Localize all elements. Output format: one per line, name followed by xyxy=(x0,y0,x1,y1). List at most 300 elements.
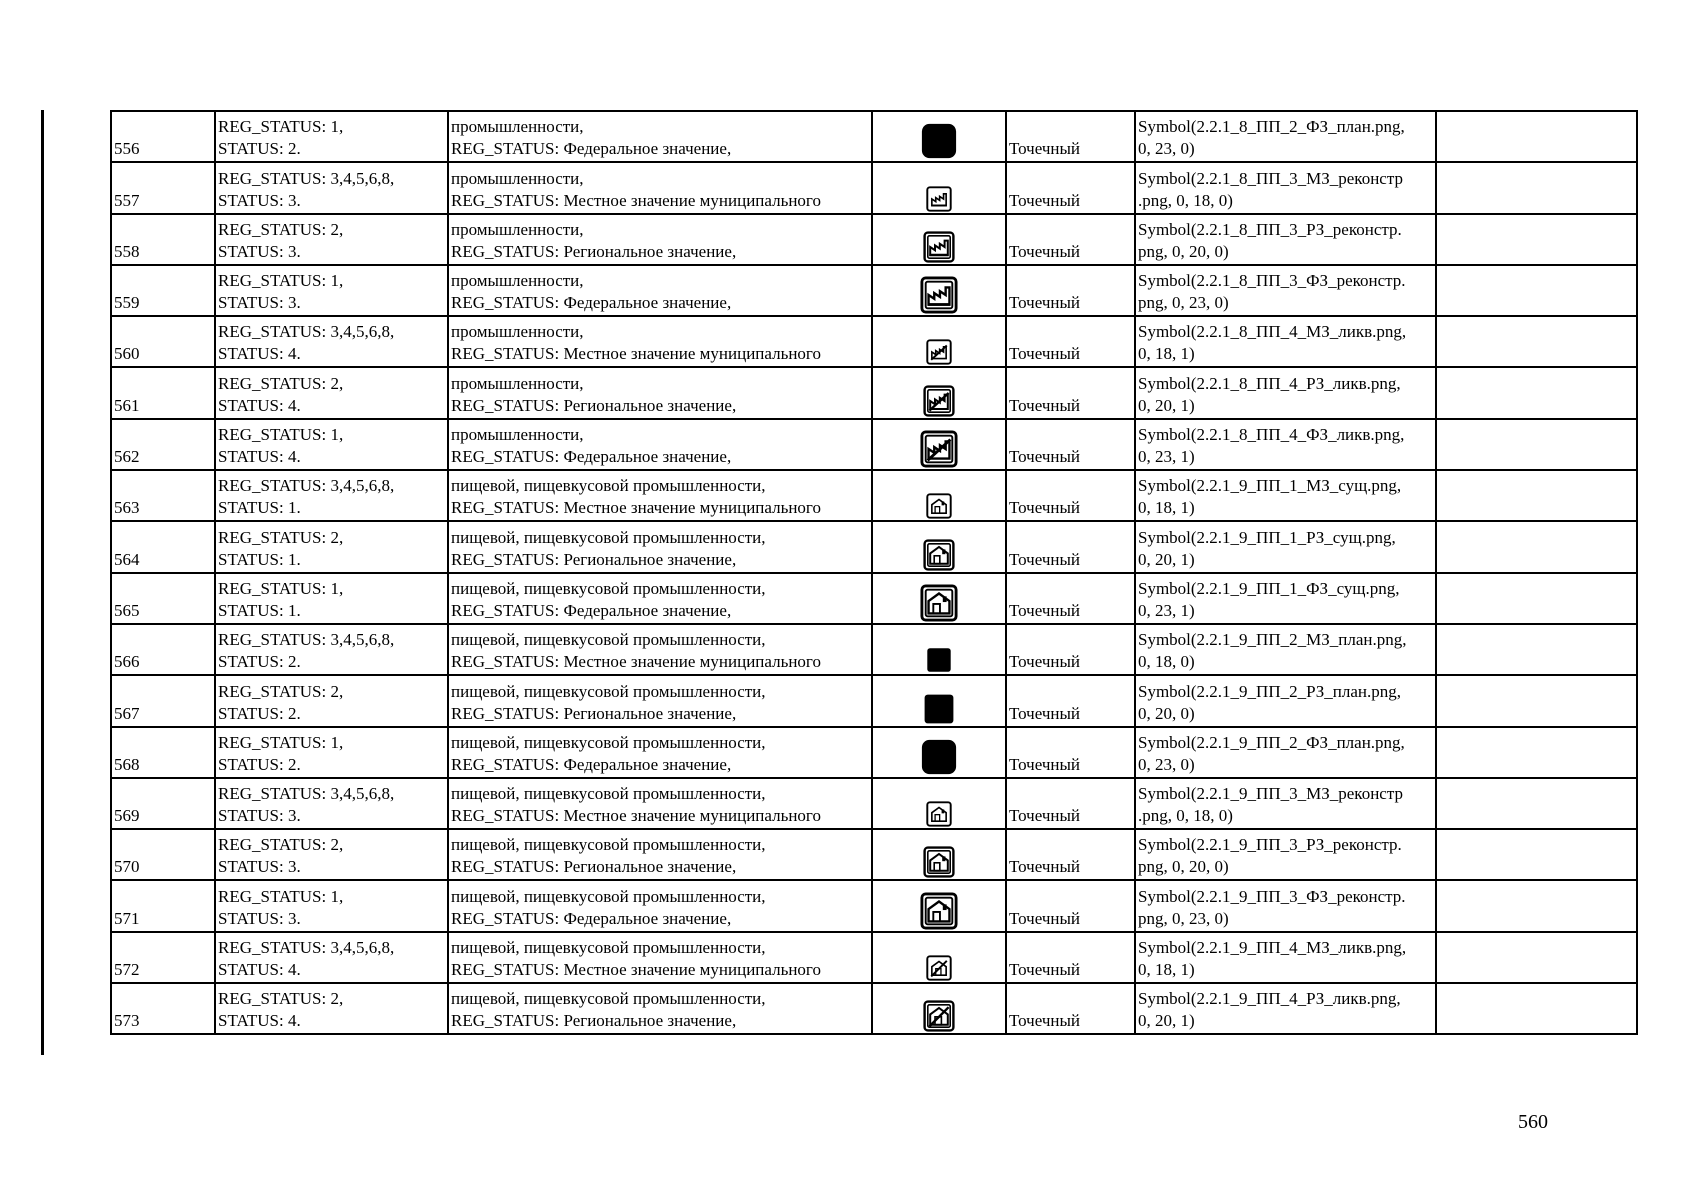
status-line: STATUS: 3. xyxy=(218,806,301,826)
row-number: 565 xyxy=(114,600,140,620)
symbol-cell xyxy=(872,932,1006,983)
description-line: REG_STATUS: Региональное значение, xyxy=(451,395,737,415)
geometry-type: Точечный xyxy=(1009,139,1081,159)
symbol-cell xyxy=(872,111,1006,162)
geometry-type-cell xyxy=(1006,573,1135,624)
page-number: 560 xyxy=(1518,1111,1548,1133)
description-line: промышленности, xyxy=(451,117,584,137)
symbol-expression-line: 0, 18, 1) xyxy=(1138,498,1195,518)
food-plant-liquidation-icon-icon xyxy=(923,1000,955,1032)
description-line: REG_STATUS: Местное значение муниципального xyxy=(451,344,821,364)
food-plant-icon-icon xyxy=(920,584,958,622)
symbol-cell xyxy=(872,162,1006,213)
row-number-cell xyxy=(111,111,215,162)
description-line: REG_STATUS: Федеральное значение, xyxy=(451,139,732,159)
status-line: REG_STATUS: 1, xyxy=(218,732,344,752)
geometry-type-cell xyxy=(1006,983,1135,1034)
description-cell xyxy=(448,727,872,778)
description-line: REG_STATUS: Местное значение муниципального xyxy=(451,498,821,518)
status-cell xyxy=(215,214,448,265)
symbol-expression-line: Symbol(2.2.1_8_ПП_4_ФЗ_ликв.png, xyxy=(1138,425,1405,445)
description-cell xyxy=(448,880,872,931)
geometry-type-cell xyxy=(1006,932,1135,983)
row-number: 566 xyxy=(114,652,140,672)
empty-cell xyxy=(1436,316,1637,367)
row-number: 560 xyxy=(114,344,140,364)
status-line: REG_STATUS: 1, xyxy=(218,578,344,598)
symbol-expression-line: .png, 0, 18, 0) xyxy=(1138,806,1233,826)
description-cell xyxy=(448,367,872,418)
filled-square-icon xyxy=(926,647,952,673)
table-row xyxy=(111,367,1637,418)
empty-cell xyxy=(1436,727,1637,778)
symbol-expression-cell xyxy=(1135,675,1436,726)
table-row xyxy=(111,624,1637,675)
description-cell xyxy=(448,675,872,726)
description-line: пищевой, пищевкусовой промышленности, xyxy=(451,989,766,1009)
status-line: REG_STATUS: 2, xyxy=(218,527,344,547)
empty-cell xyxy=(1436,624,1637,675)
status-line: REG_STATUS: 2, xyxy=(218,219,344,239)
symbol-cell xyxy=(872,880,1006,931)
status-cell xyxy=(215,727,448,778)
description-cell xyxy=(448,829,872,880)
row-number-cell xyxy=(111,573,215,624)
status-cell xyxy=(215,675,448,726)
status-cell xyxy=(215,367,448,418)
status-line: REG_STATUS: 1, xyxy=(218,117,344,137)
geometry-type: Точечный xyxy=(1009,395,1081,415)
food-plant-icon-icon xyxy=(923,539,955,571)
row-number-cell xyxy=(111,265,215,316)
geometry-type-cell xyxy=(1006,470,1135,521)
symbol-expression-line: 0, 23, 1) xyxy=(1138,600,1195,620)
description-cell xyxy=(448,778,872,829)
status-cell xyxy=(215,983,448,1034)
status-line: STATUS: 2. xyxy=(218,754,301,774)
geometry-type: Точечный xyxy=(1009,344,1081,364)
status-line: STATUS: 1. xyxy=(218,600,301,620)
status-line: STATUS: 2. xyxy=(218,139,301,159)
geometry-type-cell xyxy=(1006,316,1135,367)
status-line: REG_STATUS: 3,4,5,6,8, xyxy=(218,168,395,188)
description-line: пищевой, пищевкусовой промышленности, xyxy=(451,630,766,650)
symbol-cell xyxy=(872,316,1006,367)
row-number-cell xyxy=(111,162,215,213)
status-line: STATUS: 2. xyxy=(218,652,301,672)
status-cell xyxy=(215,778,448,829)
symbol-expression-cell xyxy=(1135,470,1436,521)
row-number-cell xyxy=(111,624,215,675)
table-row xyxy=(111,419,1637,470)
symbol-expression-cell xyxy=(1135,419,1436,470)
row-number: 558 xyxy=(114,241,140,261)
row-number: 557 xyxy=(114,190,140,210)
description-line: REG_STATUS: Региональное значение, xyxy=(451,857,737,877)
description-line: пищевой, пищевкусовой промышленности, xyxy=(451,938,766,958)
symbol-expression-line: Symbol(2.2.1_9_ПП_2_МЗ_план.png, xyxy=(1138,630,1407,650)
status-line: REG_STATUS: 1, xyxy=(218,271,344,291)
description-line: промышленности, xyxy=(451,219,584,239)
row-number: 573 xyxy=(114,1011,140,1031)
description-line: промышленности, xyxy=(451,168,584,188)
symbol-expression-line: 0, 20, 0) xyxy=(1138,703,1195,723)
description-cell xyxy=(448,419,872,470)
symbol-expression-cell xyxy=(1135,316,1436,367)
geometry-type: Точечный xyxy=(1009,1011,1081,1031)
description-line: пищевой, пищевкусовой промышленности, xyxy=(451,886,766,906)
symbol-expression-line: Symbol(2.2.1_9_ПП_3_РЗ_реконстр. xyxy=(1138,835,1402,855)
status-line: REG_STATUS: 3,4,5,6,8, xyxy=(218,938,395,958)
symbol-expression-line: 0, 18, 1) xyxy=(1138,344,1195,364)
geometry-type: Точечный xyxy=(1009,447,1081,467)
status-cell xyxy=(215,829,448,880)
symbol-expression-line: 0, 18, 1) xyxy=(1138,960,1195,980)
description-line: пищевой, пищевкусовой промышленности, xyxy=(451,527,766,547)
status-cell xyxy=(215,521,448,572)
symbol-cell xyxy=(872,419,1006,470)
status-line: STATUS: 3. xyxy=(218,908,301,928)
status-line: STATUS: 3. xyxy=(218,293,301,313)
status-cell xyxy=(215,419,448,470)
geometry-type: Точечный xyxy=(1009,806,1081,826)
row-number: 559 xyxy=(114,293,140,313)
row-number-cell xyxy=(111,778,215,829)
geometry-type: Точечный xyxy=(1009,960,1081,980)
symbol-expression-line: Symbol(2.2.1_9_ПП_4_РЗ_ликв.png, xyxy=(1138,989,1401,1009)
description-line: промышленности, xyxy=(451,322,584,342)
status-line: STATUS: 4. xyxy=(218,344,301,364)
factory-icon-icon xyxy=(926,186,952,212)
symbol-cell xyxy=(872,624,1006,675)
symbol-expression-line: Symbol(2.2.1_8_ПП_4_МЗ_ликв.png, xyxy=(1138,322,1407,342)
description-line: промышленности, xyxy=(451,373,584,393)
status-line: REG_STATUS: 3,4,5,6,8, xyxy=(218,476,395,496)
row-number: 563 xyxy=(114,498,140,518)
row-number-cell xyxy=(111,880,215,931)
geometry-type-cell xyxy=(1006,778,1135,829)
description-cell xyxy=(448,470,872,521)
symbol-expression-line: 0, 18, 0) xyxy=(1138,652,1195,672)
symbol-expression-line: png, 0, 23, 0) xyxy=(1138,908,1229,928)
status-line: STATUS: 4. xyxy=(218,1011,301,1031)
symbol-expression-line: Symbol(2.2.1_9_ПП_1_МЗ_сущ.png, xyxy=(1138,476,1402,496)
table-row xyxy=(111,470,1637,521)
filled-square-icon xyxy=(923,693,955,725)
description-line: REG_STATUS: Федеральное значение, xyxy=(451,293,732,313)
status-line: REG_STATUS: 2, xyxy=(218,989,344,1009)
status-line: REG_STATUS: 3,4,5,6,8, xyxy=(218,784,395,804)
symbol-cell xyxy=(872,214,1006,265)
description-line: пищевой, пищевкусовой промышленности, xyxy=(451,784,766,804)
food-plant-icon-icon xyxy=(923,846,955,878)
symbol-expression-line: Symbol(2.2.1_8_ПП_4_РЗ_ликв.png, xyxy=(1138,373,1401,393)
status-line: STATUS: 4. xyxy=(218,395,301,415)
table-row xyxy=(111,675,1637,726)
row-number: 569 xyxy=(114,806,140,826)
row-number: 572 xyxy=(114,960,140,980)
row-number-cell xyxy=(111,983,215,1034)
symbol-cell xyxy=(872,675,1006,726)
empty-cell xyxy=(1436,983,1637,1034)
symbol-expression-line: Symbol(2.2.1_9_ПП_1_ФЗ_сущ.png, xyxy=(1138,578,1400,598)
table-row xyxy=(111,880,1637,931)
geometry-type-cell xyxy=(1006,419,1135,470)
symbol-expression-cell xyxy=(1135,573,1436,624)
symbol-expression-line: Symbol(2.2.1_8_ПП_3_РЗ_реконстр. xyxy=(1138,219,1402,239)
symbol-expression-line: 0, 23, 0) xyxy=(1138,754,1195,774)
empty-cell xyxy=(1436,419,1637,470)
geometry-type-cell xyxy=(1006,880,1135,931)
geometry-type-cell xyxy=(1006,521,1135,572)
symbol-cell xyxy=(872,983,1006,1034)
symbol-expression-line: 0, 20, 1) xyxy=(1138,395,1195,415)
symbol-cell xyxy=(872,470,1006,521)
description-cell xyxy=(448,983,872,1034)
status-cell xyxy=(215,880,448,931)
status-line: STATUS: 1. xyxy=(218,549,301,569)
factory-icon-icon xyxy=(923,231,955,263)
symbol-expression-line: Symbol(2.2.1_8_ПП_2_ФЗ_план.png, xyxy=(1138,117,1405,137)
status-line: STATUS: 3. xyxy=(218,190,301,210)
empty-cell xyxy=(1436,778,1637,829)
description-line: REG_STATUS: Региональное значение, xyxy=(451,703,737,723)
symbol-expression-line: png, 0, 20, 0) xyxy=(1138,241,1229,261)
status-line: REG_STATUS: 3,4,5,6,8, xyxy=(218,322,395,342)
description-line: REG_STATUS: Федеральное значение, xyxy=(451,600,732,620)
symbol-expression-cell xyxy=(1135,162,1436,213)
row-number: 561 xyxy=(114,395,140,415)
row-number: 571 xyxy=(114,908,140,928)
table-row xyxy=(111,829,1637,880)
description-line: REG_STATUS: Федеральное значение, xyxy=(451,754,732,774)
geometry-type-cell xyxy=(1006,214,1135,265)
symbol-expression-line: 0, 20, 1) xyxy=(1138,1011,1195,1031)
geometry-type: Точечный xyxy=(1009,908,1081,928)
description-line: промышленности, xyxy=(451,425,584,445)
empty-cell xyxy=(1436,367,1637,418)
row-number: 568 xyxy=(114,754,140,774)
factory-liquidation-icon-icon xyxy=(923,385,955,417)
geometry-type: Точечный xyxy=(1009,703,1081,723)
table-row xyxy=(111,983,1637,1034)
description-line: REG_STATUS: Местное значение муниципального xyxy=(451,652,821,672)
description-line: пищевой, пищевкусовой промышленности, xyxy=(451,476,766,496)
symbol-cell xyxy=(872,829,1006,880)
table-row xyxy=(111,521,1637,572)
description-cell xyxy=(448,265,872,316)
description-line: REG_STATUS: Федеральное значение, xyxy=(451,908,732,928)
row-number-cell xyxy=(111,521,215,572)
symbol-cell xyxy=(872,367,1006,418)
geometry-type: Точечный xyxy=(1009,190,1081,210)
row-number: 570 xyxy=(114,857,140,877)
description-cell xyxy=(448,624,872,675)
symbol-expression-line: png, 0, 23, 0) xyxy=(1138,293,1229,313)
table-row xyxy=(111,265,1637,316)
symbol-expression-cell xyxy=(1135,727,1436,778)
geometry-type: Точечный xyxy=(1009,293,1081,313)
table-row xyxy=(111,778,1637,829)
symbol-expression-line: 0, 20, 1) xyxy=(1138,549,1195,569)
geometry-type: Точечный xyxy=(1009,241,1081,261)
geometry-type-cell xyxy=(1006,727,1135,778)
factory-liquidation-icon-icon xyxy=(920,430,958,468)
filled-square-icon xyxy=(920,738,958,776)
geometry-type: Точечный xyxy=(1009,857,1081,877)
geometry-type: Точечный xyxy=(1009,600,1081,620)
empty-cell xyxy=(1436,111,1637,162)
status-cell xyxy=(215,265,448,316)
description-line: пищевой, пищевкусовой промышленности, xyxy=(451,835,766,855)
symbol-expression-line: Symbol(2.2.1_9_ПП_1_РЗ_сущ.png, xyxy=(1138,527,1396,547)
table-row xyxy=(111,573,1637,624)
symbol-expression-cell xyxy=(1135,111,1436,162)
geometry-type-cell xyxy=(1006,624,1135,675)
description-line: REG_STATUS: Региональное значение, xyxy=(451,241,737,261)
geometry-type: Точечный xyxy=(1009,498,1081,518)
row-number-cell xyxy=(111,829,215,880)
status-line: REG_STATUS: 1, xyxy=(218,886,344,906)
table-row xyxy=(111,214,1637,265)
row-number-cell xyxy=(111,367,215,418)
status-line: STATUS: 1. xyxy=(218,498,301,518)
description-line: REG_STATUS: Региональное значение, xyxy=(451,1011,737,1031)
status-cell xyxy=(215,316,448,367)
geometry-type: Точечный xyxy=(1009,652,1081,672)
status-cell xyxy=(215,932,448,983)
row-number-cell xyxy=(111,419,215,470)
row-number-cell xyxy=(111,727,215,778)
symbol-cell xyxy=(872,727,1006,778)
description-cell xyxy=(448,111,872,162)
status-cell xyxy=(215,111,448,162)
table-row xyxy=(111,111,1637,162)
symbol-expression-line: Symbol(2.2.1_9_ПП_3_ФЗ_реконстр. xyxy=(1138,886,1406,906)
empty-cell xyxy=(1436,214,1637,265)
description-cell xyxy=(448,573,872,624)
table-row xyxy=(111,932,1637,983)
symbol-expression-cell xyxy=(1135,983,1436,1034)
symbol-expression-cell xyxy=(1135,265,1436,316)
status-line: REG_STATUS: 2, xyxy=(218,835,344,855)
geometry-type-cell xyxy=(1006,367,1135,418)
row-number-cell xyxy=(111,214,215,265)
description-line: REG_STATUS: Федеральное значение, xyxy=(451,447,732,467)
empty-cell xyxy=(1436,265,1637,316)
symbol-expression-line: Symbol(2.2.1_8_ПП_3_МЗ_реконстр xyxy=(1138,168,1403,188)
symbol-expression-line: .png, 0, 18, 0) xyxy=(1138,190,1233,210)
empty-cell xyxy=(1436,162,1637,213)
geometry-type-cell xyxy=(1006,265,1135,316)
symbol-expression-line: Symbol(2.2.1_9_ПП_2_РЗ_план.png, xyxy=(1138,681,1402,701)
description-cell xyxy=(448,162,872,213)
description-line: промышленности, xyxy=(451,271,584,291)
status-line: STATUS: 3. xyxy=(218,857,301,877)
empty-cell xyxy=(1436,932,1637,983)
description-line: REG_STATUS: Региональное значение, xyxy=(451,549,737,569)
filled-square-icon xyxy=(920,122,958,160)
geometry-type: Точечный xyxy=(1009,754,1081,774)
description-cell xyxy=(448,214,872,265)
symbol-cell xyxy=(872,573,1006,624)
status-cell xyxy=(215,624,448,675)
row-number: 564 xyxy=(114,549,140,569)
status-cell xyxy=(215,573,448,624)
geometry-type: Точечный xyxy=(1009,549,1081,569)
food-plant-icon-icon xyxy=(920,892,958,930)
geometry-type-cell xyxy=(1006,675,1135,726)
symbol-expression-line: png, 0, 20, 0) xyxy=(1138,857,1229,877)
symbol-expression-line: Symbol(2.2.1_8_ПП_3_ФЗ_реконстр. xyxy=(1138,271,1406,291)
table-row xyxy=(111,316,1637,367)
empty-cell xyxy=(1436,470,1637,521)
symbol-expression-line: Symbol(2.2.1_9_ПП_3_МЗ_реконстр xyxy=(1138,784,1403,804)
row-number-cell xyxy=(111,470,215,521)
status-cell xyxy=(215,162,448,213)
row-number-cell xyxy=(111,316,215,367)
description-cell xyxy=(448,932,872,983)
status-line: REG_STATUS: 1, xyxy=(218,425,344,445)
row-number-cell xyxy=(111,932,215,983)
description-line: REG_STATUS: Местное значение муниципального xyxy=(451,190,821,210)
symbol-expression-line: Symbol(2.2.1_9_ПП_2_ФЗ_план.png, xyxy=(1138,732,1405,752)
description-line: REG_STATUS: Местное значение муниципального xyxy=(451,806,821,826)
symbol-table xyxy=(110,110,1638,1035)
food-plant-icon-icon xyxy=(926,801,952,827)
symbol-expression-line: Symbol(2.2.1_9_ПП_4_МЗ_ликв.png, xyxy=(1138,938,1407,958)
description-cell xyxy=(448,316,872,367)
margin-bar xyxy=(41,110,44,1055)
status-cell xyxy=(215,470,448,521)
geometry-type-cell xyxy=(1006,829,1135,880)
description-line: пищевой, пищевкусовой промышленности, xyxy=(451,578,766,598)
symbol-expression-cell xyxy=(1135,880,1436,931)
description-line: REG_STATUS: Местное значение муниципального xyxy=(451,960,821,980)
description-cell xyxy=(448,521,872,572)
status-line: REG_STATUS: 3,4,5,6,8, xyxy=(218,630,395,650)
symbol-cell xyxy=(872,265,1006,316)
symbol-expression-line: 0, 23, 1) xyxy=(1138,447,1195,467)
status-line: REG_STATUS: 2, xyxy=(218,373,344,393)
geometry-type-cell xyxy=(1006,162,1135,213)
symbol-expression-cell xyxy=(1135,932,1436,983)
symbol-expression-line: 0, 23, 0) xyxy=(1138,139,1195,159)
symbol-cell xyxy=(872,778,1006,829)
status-line: STATUS: 4. xyxy=(218,960,301,980)
empty-cell xyxy=(1436,521,1637,572)
description-line: пищевой, пищевкусовой промышленности, xyxy=(451,732,766,752)
row-number: 556 xyxy=(114,139,140,159)
food-plant-liquidation-icon-icon xyxy=(926,955,952,981)
row-number-cell xyxy=(111,675,215,726)
status-line: REG_STATUS: 2, xyxy=(218,681,344,701)
row-number: 567 xyxy=(114,703,140,723)
table-row xyxy=(111,727,1637,778)
geometry-type-cell xyxy=(1006,111,1135,162)
factory-icon-icon xyxy=(920,276,958,314)
symbol-expression-cell xyxy=(1135,214,1436,265)
symbol-expression-cell xyxy=(1135,829,1436,880)
empty-cell xyxy=(1436,829,1637,880)
factory-liquidation-icon-icon xyxy=(926,339,952,365)
status-line: STATUS: 4. xyxy=(218,447,301,467)
empty-cell xyxy=(1436,573,1637,624)
symbol-cell xyxy=(872,521,1006,572)
food-plant-icon-icon xyxy=(926,493,952,519)
symbol-expression-cell xyxy=(1135,367,1436,418)
description-line: пищевой, пищевкусовой промышленности, xyxy=(451,681,766,701)
